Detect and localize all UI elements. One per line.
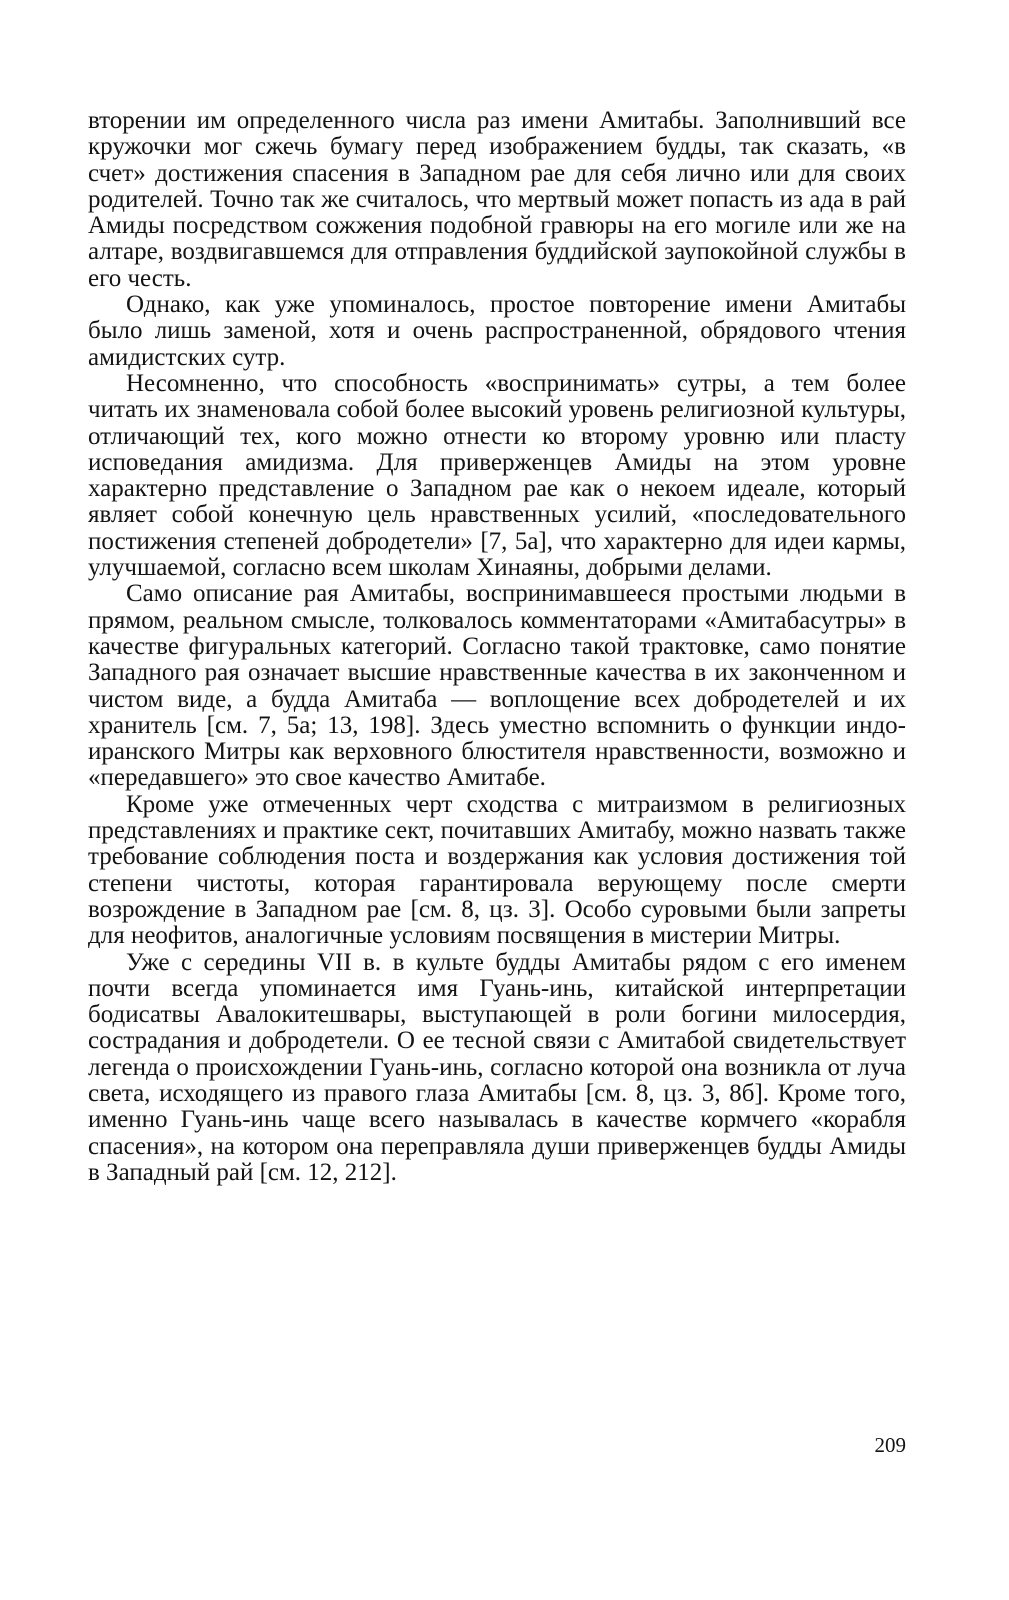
page-number: 209	[874, 1433, 906, 1457]
body-text	[88, 108, 906, 1186]
paragraph: Однако, как уже упоминалось, простое повторение имени Амитабы было лишь заменой, хотя и очень распространенной, обрядового чтения амидистских сутр.	[88, 291, 906, 371]
paragraph: Само описание рая Амитабы, воспринимавшееся простыми людьми в прямом, реальном смысле, толковалось комментаторами «Амитабасутры» в качестве фигуральных категорий. Согласно такой трактовке, само понятие Западного рая означает высшие нравственные качества в их законченном и чистом виде, а будда Амитаба — воплощение всех добродетелей и их хранитель [см. 7, 5а; 13, 198]. Здесь уместно вспомнить о функции индо-иранского Митры как верховного блюстителя нравственности, возможно и «передавшего» это свое качество Амитабе.	[88, 580, 906, 792]
paragraph-continuation: вторении им определенного числа раз имени Амитабы. Заполнивший все кружочки мог сжечь бумагу перед изображением будды, так сказать, «в счет» достижения спасения в Западном рае для себя лично или для своих родителей. Точно так же считалось, что мертвый может попасть из ада в рай Амиды посредством сожжения подобной гравюры на его могиле или же на алтаре, воздвигавшемся для отправления буддийской заупокойной службы в его честь.	[88, 107, 906, 292]
paragraph: Кроме уже отмеченных черт сходства с митраизмом в религиозных представлениях и практике сект, почитавших Амитабу, можно назвать также требование соблюдения поста и воздержания как условия достижения той степени чистоты, которая гарантировала верующему после смерти возрождение в Западном рае [см. 8, цз. 3]. Особо суровыми были запреты для неофитов, аналогичные условиям посвящения в мистерии Митры.	[88, 790, 906, 950]
paragraph: Уже с середины VII в. в культе будды Амитабы рядом с его именем почти всегда упоминается имя Гуань-инь, китайской интерпретации бодисатвы Авалокитешвары, выступающей в роли богини милосердия, сострадания и добродетели. О ее тесной связи с Амитабой свидетельствует легенда о происхождении Гуань-инь, согласно которой она возникла от луча света, исходящего из правого глаза Амитабы [см. 8, цз. 3, 8б]. Кроме того, именно Гуань-инь чаще всего называлась в качестве кормчего «корабля спасения», на котором она переправляла души приверженцев будды Амиды в Западный рай [см. 12, 212].	[88, 948, 906, 1186]
paragraph: Несомненно, что способность «воспринимать» сутры, а тем более читать их знаменовала собой более высокий уровень религиозной культуры, отличающий тех, кого можно отнести ко второму уровню или пласту исповедания амидизма. Для приверженцев Амиды на этом уровне характерно представление о Западном рае как о некоем идеале, который являет собой конечную цель нравственных усилий, «последовательного постижения степеней добродетели» [7, 5а], что характерно для идеи кармы, улучшаемой, согласно всем школам Хинаяны, добрыми делами.	[88, 369, 906, 582]
